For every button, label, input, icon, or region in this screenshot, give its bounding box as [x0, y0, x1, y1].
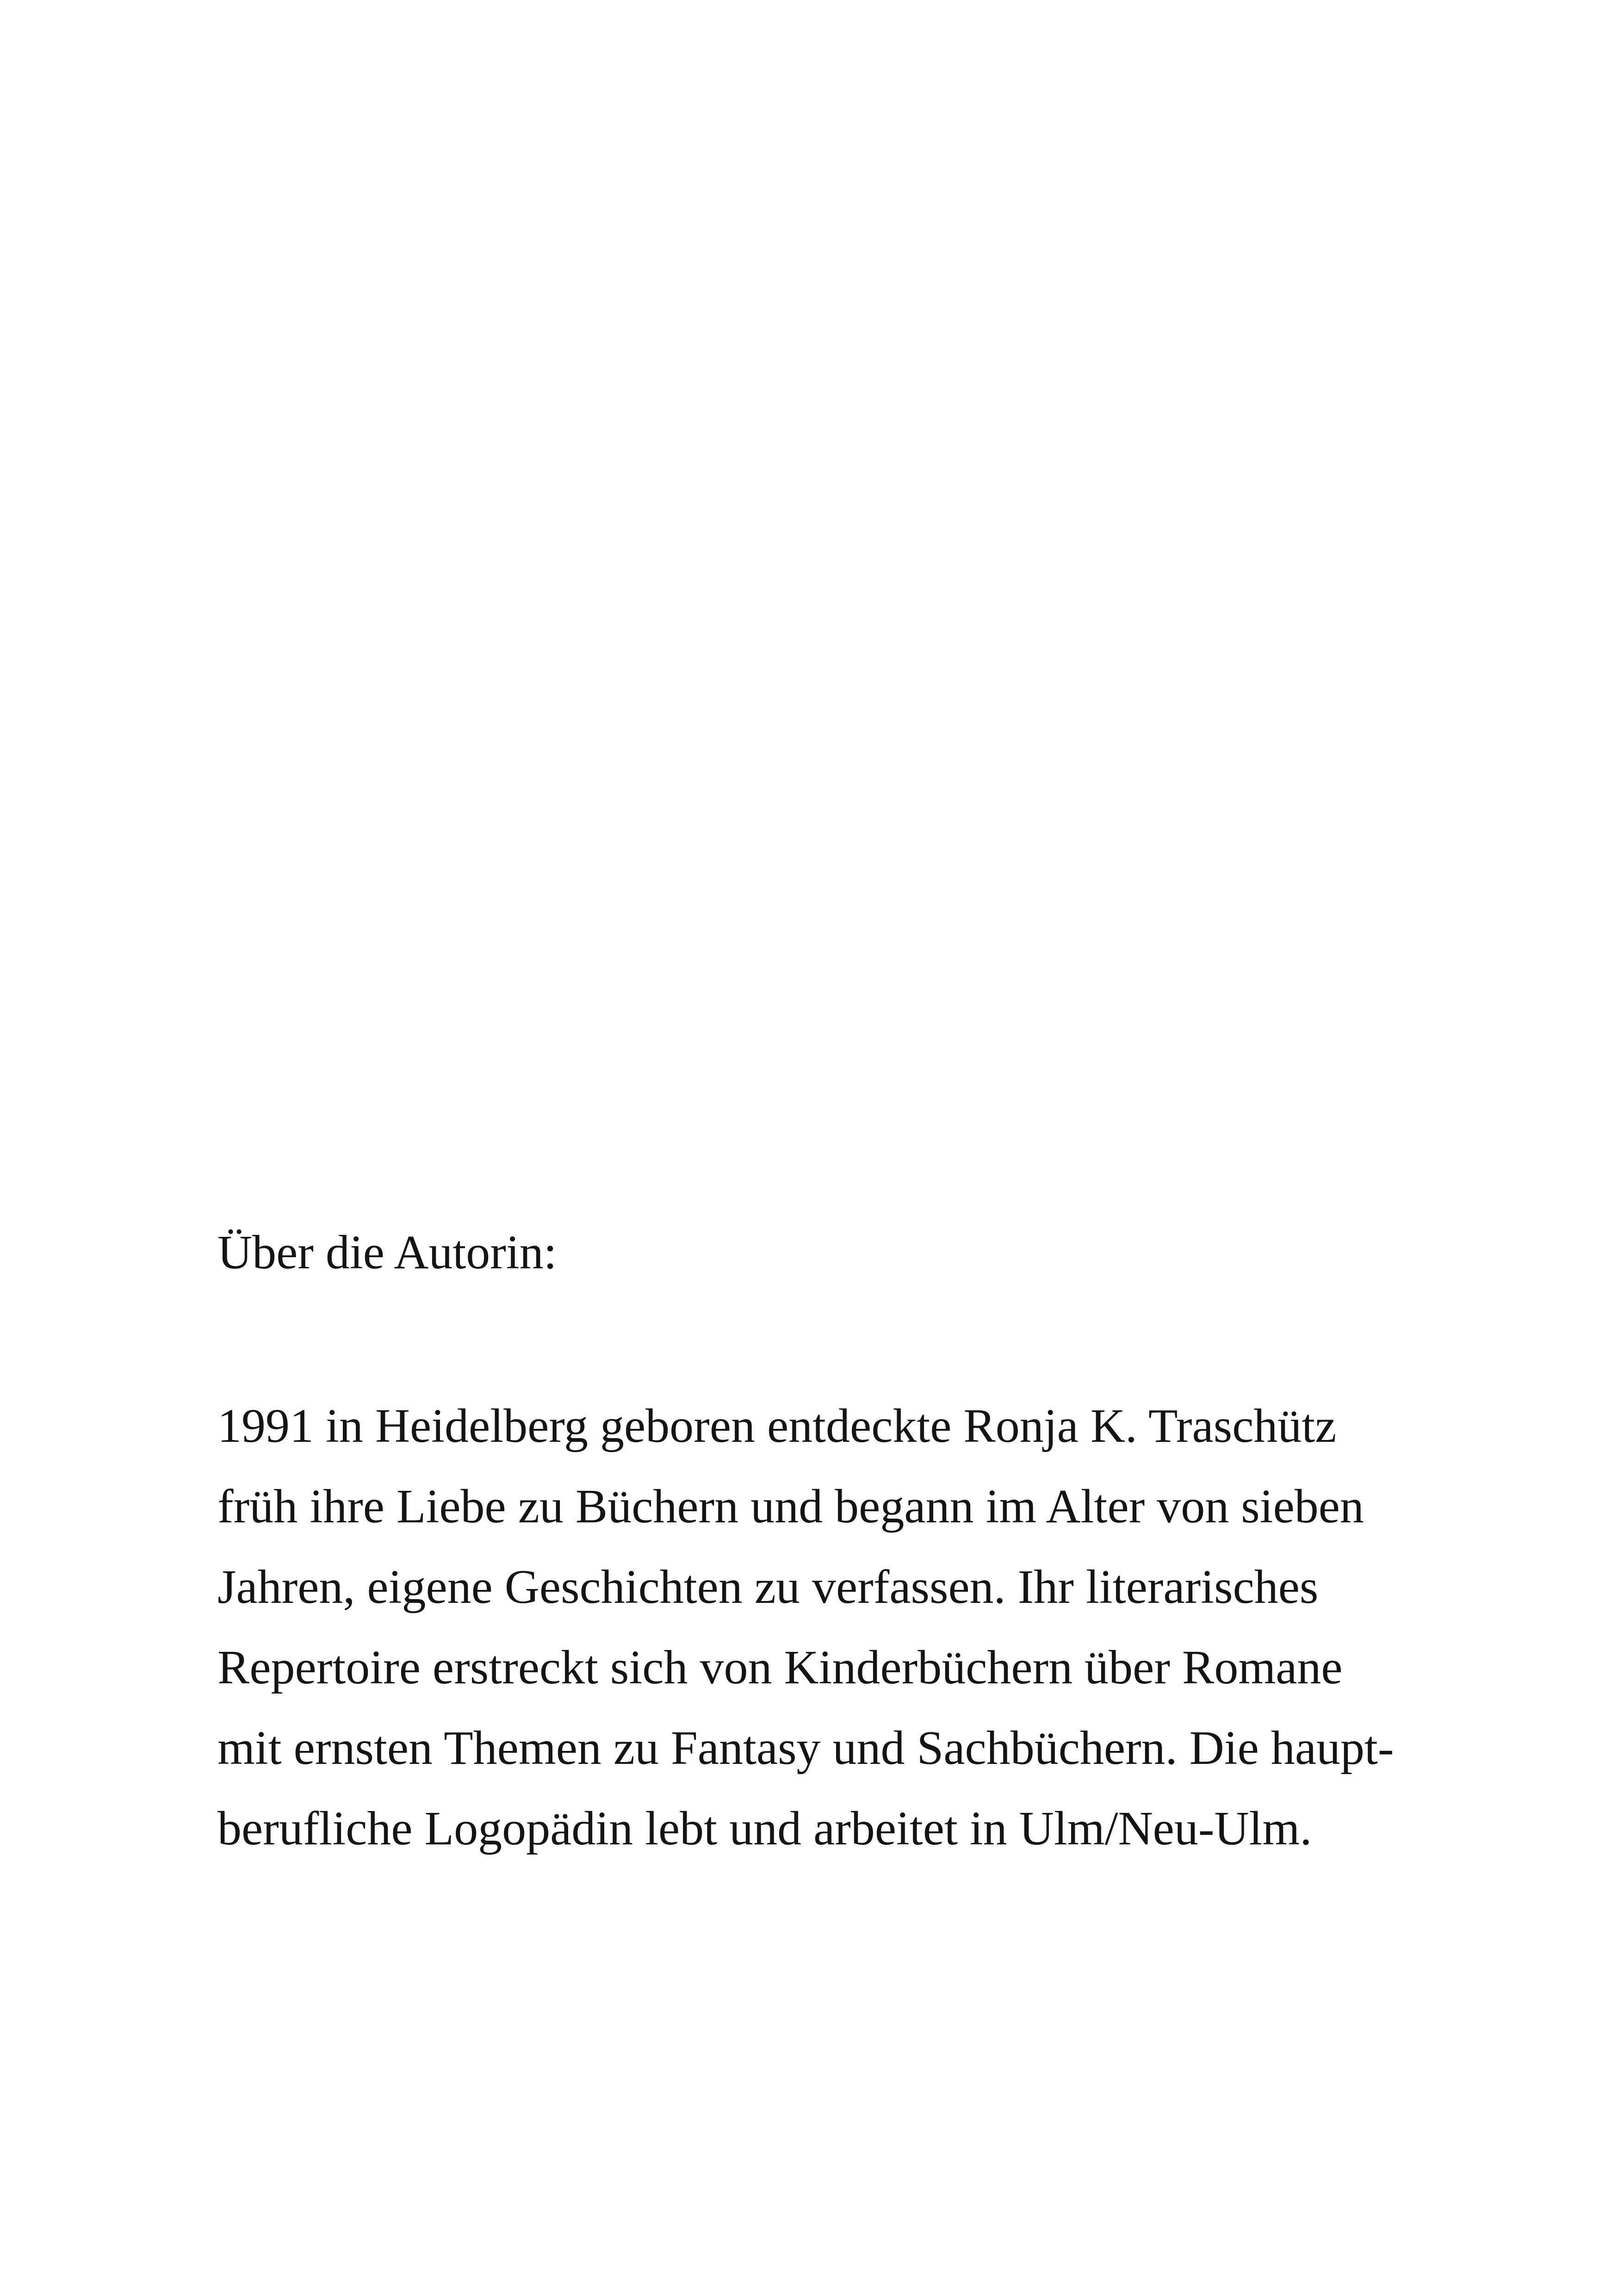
bio-line: früh ihre Liebe zu Büchern und begann im Alter von sieben [217, 1480, 1364, 1533]
bio-line: berufliche Logopädin lebt und arbeitet in Ulm/Neu-Ulm. [217, 1802, 1312, 1855]
bio-line: Jahren, eigene Geschichten zu verfassen. Ihr literarisches [217, 1560, 1319, 1613]
bio-line: 1991 in Heidelberg geboren entdeckte Ronja K. Traschütz [217, 1399, 1337, 1452]
bio-line: Repertoire erstreckt sich von Kinderbüchern über Romane [217, 1641, 1343, 1694]
bio-line: mit ernsten Themen zu Fantasy und Sachbüchern. Die haupt- [217, 1721, 1394, 1775]
author-bio [217, 1386, 1394, 1869]
section-heading: Über die Autorin: [217, 1226, 557, 1279]
